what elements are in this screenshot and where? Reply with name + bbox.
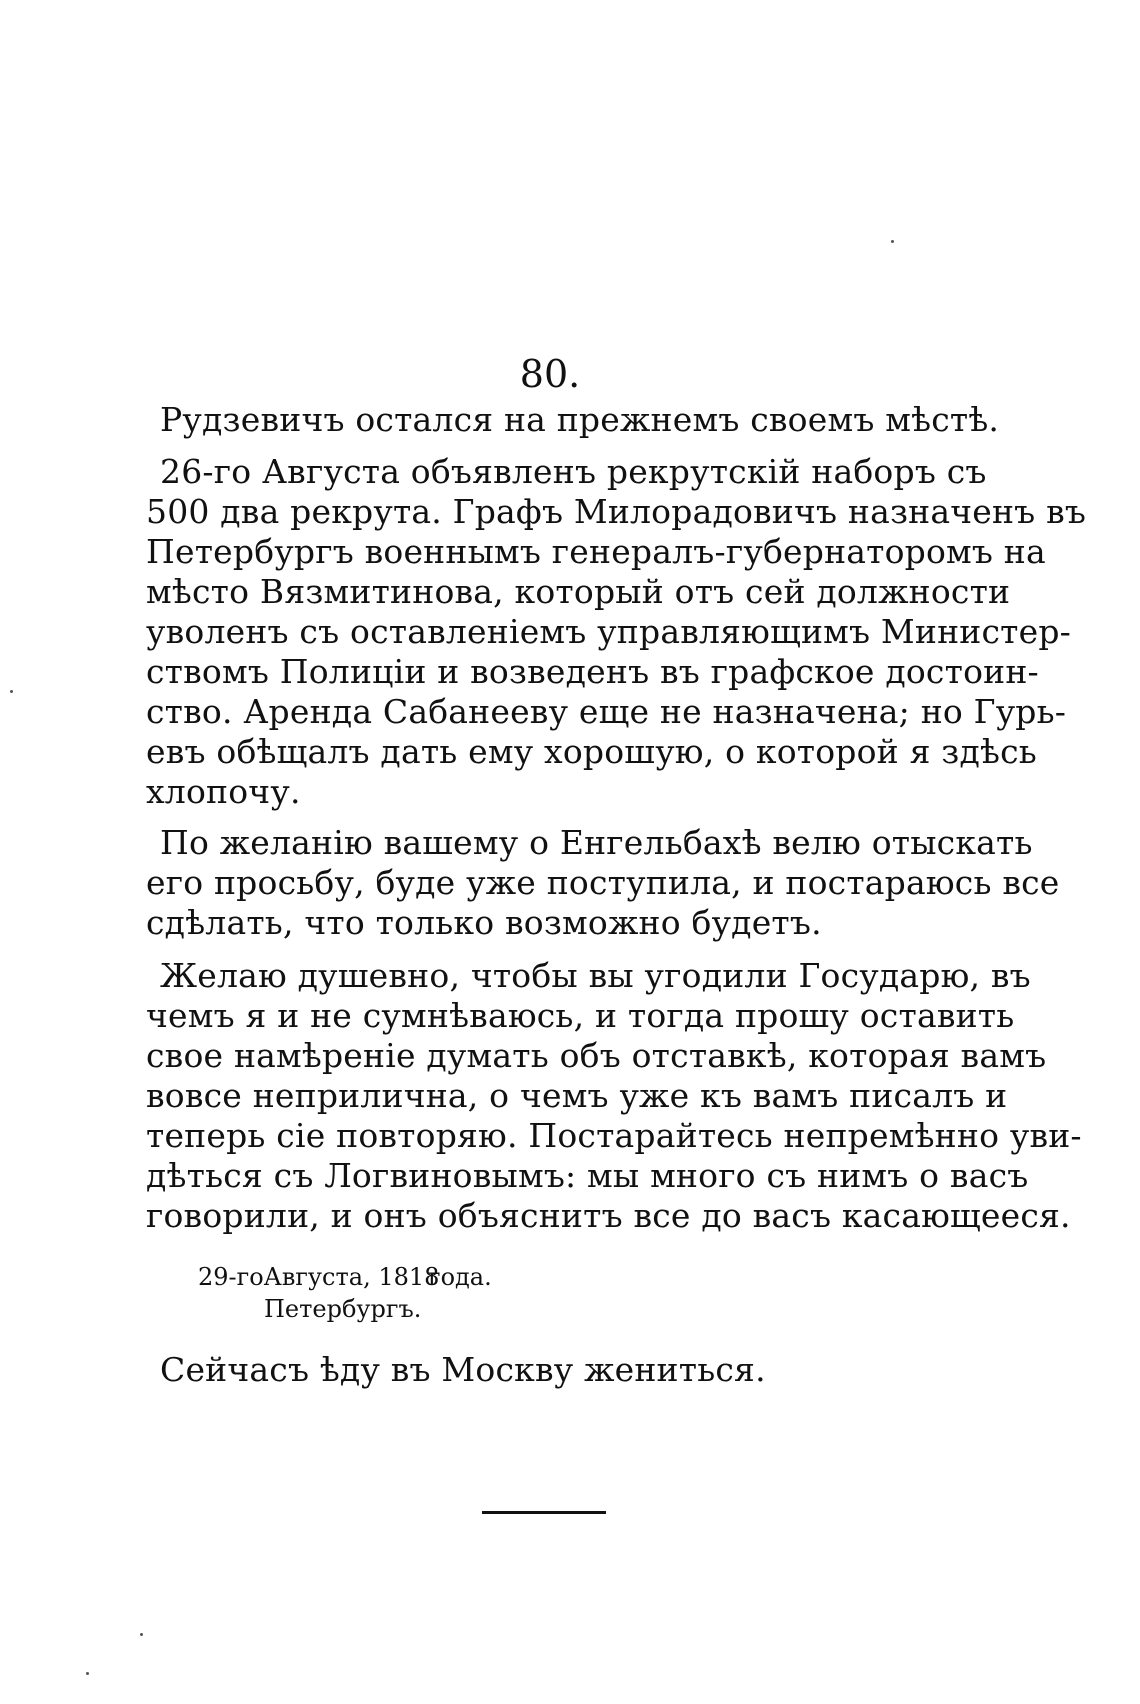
scan-speck — [891, 240, 894, 243]
paragraph-4-line-7: говорили, и онъ объяснитъ все до васъ касающееся. — [146, 1196, 1071, 1235]
paragraph-2-line-3: Петербургъ военнымъ генералъ-губернаторомъ на — [146, 532, 1046, 571]
scan-speck — [140, 1633, 143, 1636]
paragraph-3-line-2: его просьбу, буде уже поступила, и постараюсь все — [146, 863, 1060, 902]
paragraph-4-line-5: теперь сіе повторяю. Постарайтесь непремѣнно уви- — [146, 1116, 1082, 1155]
paragraph-4-line-1: Желаю душевно, чтобы вы угодили Государю, въ — [160, 956, 1031, 995]
paragraph-4-line-4: вовсе неприлична, о чемъ уже къ вамъ писалъ и — [146, 1076, 1008, 1115]
paragraph-4-line-3: свое намѣреніе думать объ отставкѣ, которая вамъ — [146, 1036, 1047, 1075]
paragraph-1-line-1: Рудзевичъ остался на прежнемъ своемъ мѣстѣ. — [160, 400, 1000, 439]
paragraph-2-line-2: 500 два рекрута. Графъ Милорадовичъ назначенъ въ — [146, 492, 1087, 531]
paragraph-4-line-6: дѣться съ Логвиновымъ: мы много съ нимъ о васъ — [146, 1156, 1029, 1195]
dateline-year-word: года. — [428, 1263, 492, 1291]
paragraph-4-line-2: чемъ я и не сумнѣваюсь, и тогда прошу оставить — [146, 996, 1015, 1035]
paragraph-2-line-8: евъ обѣщалъ дать ему хорошую, о которой я здѣсь — [146, 732, 1037, 771]
postscript: Сейчасъ ѣду въ Москву жениться. — [160, 1350, 766, 1389]
paragraph-3-line-1: По желанію вашему о Енгельбахѣ велю отыскать — [160, 823, 1033, 862]
scan-speck — [86, 1672, 89, 1675]
paragraph-2-line-5: уволенъ съ оставленіемъ управляющимъ Министер- — [146, 612, 1072, 651]
paragraph-2-line-4: мѣсто Вязмитинова, который отъ сей должности — [146, 572, 1011, 611]
paragraph-3-line-3: сдѣлать, что только возможно будетъ. — [146, 903, 822, 942]
scan-speck — [10, 690, 13, 693]
paragraph-2-line-9: хлопочу. — [146, 772, 301, 811]
page-number: 80. — [519, 352, 581, 396]
paragraph-2-line-6: ствомъ Полиціи и возведенъ въ графское достоин- — [146, 652, 1039, 691]
paragraph-2-line-1: 26-го Августа объявленъ рекрутскій наборъ съ — [160, 452, 987, 491]
closing-rule — [482, 1511, 606, 1514]
dateline-place: Петербургъ. — [264, 1295, 422, 1323]
paragraph-2-line-7: ство. Аренда Сабанееву еще не назначена; но Гурь- — [146, 692, 1067, 731]
dateline-date: 29-гоАвгуста, 1818 — [198, 1263, 440, 1291]
